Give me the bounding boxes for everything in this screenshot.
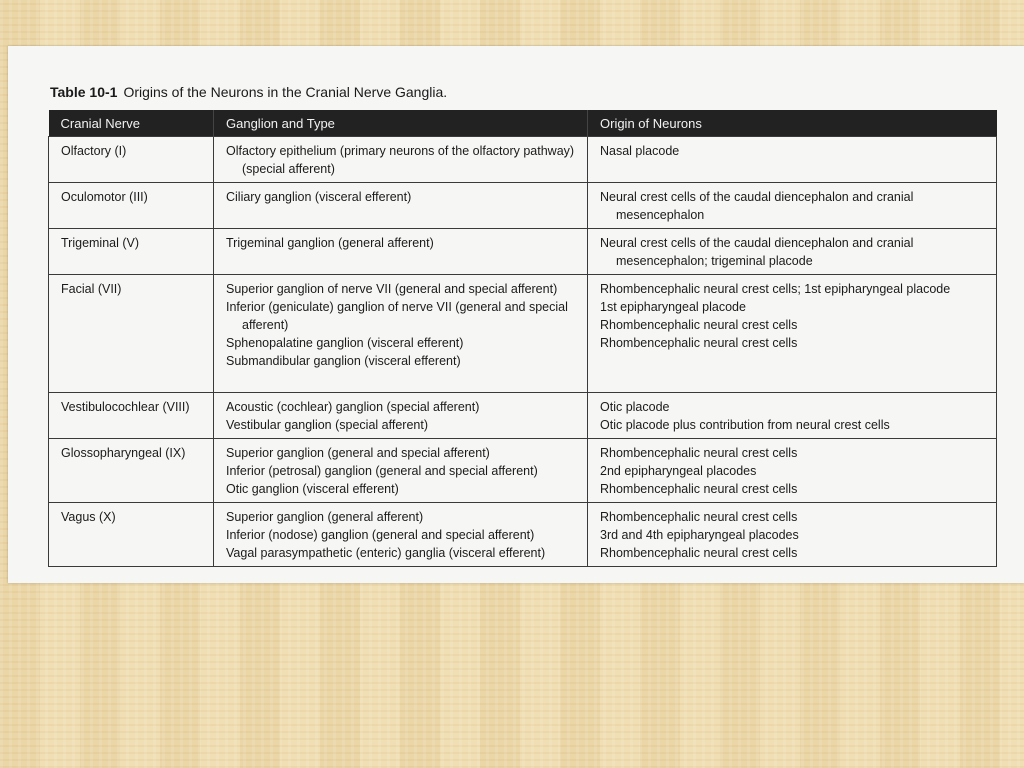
origin-entry: Rhombencephalic neural crest cells (600, 510, 798, 524)
cranial-nerve-table (48, 110, 997, 567)
origin-entry: Rhombencephalic neural crest cells (600, 546, 798, 560)
ganglion-entry: Submandibular ganglion (visceral efferent) (226, 354, 461, 368)
ganglion-cell (214, 503, 588, 567)
table-row (49, 393, 997, 439)
ganglion-entry: Trigeminal ganglion (general afferent) (226, 236, 434, 250)
ganglion-cell (214, 439, 588, 503)
header-row (49, 110, 997, 137)
ganglion-entry: Superior ganglion (general and special afferent) (226, 446, 490, 460)
header-cranial-nerve: Cranial Nerve (49, 110, 214, 137)
ganglion-entry: Sphenopalatine ganglion (visceral efferent) (226, 336, 464, 350)
cranial-nerve-cell: Glossopharyngeal (IX) (49, 439, 214, 503)
header-ganglion-type: Ganglion and Type (214, 110, 588, 137)
origin-entry: Rhombencephalic neural crest cells (600, 318, 798, 332)
ganglion-entry: Ciliary ganglion (visceral efferent) (226, 190, 412, 204)
ganglion-entry: Otic ganglion (visceral efferent) (226, 482, 399, 496)
table-row (49, 183, 997, 229)
cranial-nerve-cell: Trigeminal (V) (49, 229, 214, 275)
header-origin: Origin of Neurons (588, 110, 997, 137)
ganglion-cell (214, 229, 588, 275)
origin-entry: Rhombencephalic neural crest cells (600, 446, 798, 460)
origin-entry: 1st epipharyngeal placode (600, 300, 746, 314)
table-row (49, 275, 997, 393)
table-row (49, 503, 997, 567)
origin-cell (588, 183, 997, 229)
table-number: Table 10-1 (50, 84, 118, 100)
table-caption (50, 84, 447, 100)
scanned-page (8, 46, 1024, 583)
origin-cell (588, 439, 997, 503)
ganglion-entry: Inferior (geniculate) ganglion of nerve VII (general and special afferent) (226, 300, 568, 332)
cranial-nerve-cell: Olfactory (I) (49, 137, 214, 183)
origin-entry: Otic placode plus contribution from neural crest cells (600, 418, 890, 432)
origin-entry: Neural crest cells of the caudal diencephalon and cranial mesencephalon; trigeminal placode (600, 236, 914, 268)
origin-entry: Rhombencephalic neural crest cells; 1st epipharyngeal placode (600, 282, 951, 296)
ganglion-entry: Vestibular ganglion (special afferent) (226, 418, 428, 432)
table-body (49, 137, 997, 567)
table-title: Origins of the Neurons in the Cranial Nerve Ganglia. (123, 84, 448, 100)
cranial-nerve-cell: Vestibulocochlear (VIII) (49, 393, 214, 439)
ganglion-cell (214, 137, 588, 183)
origin-cell (588, 137, 997, 183)
cranial-nerve-cell: Oculomotor (III) (49, 183, 214, 229)
origin-entry: Rhombencephalic neural crest cells (600, 336, 798, 350)
cranial-nerve-cell: Vagus (X) (49, 503, 214, 567)
table-row (49, 229, 997, 275)
origin-entry: Otic placode (600, 400, 670, 414)
table-row (49, 137, 997, 183)
origin-entry: Nasal placode (600, 144, 680, 158)
ganglion-cell (214, 183, 588, 229)
ganglion-entry: Acoustic (cochlear) ganglion (special afferent) (226, 400, 480, 414)
origin-cell (588, 503, 997, 567)
origin-entry: 3rd and 4th epipharyngeal placodes (600, 528, 799, 542)
ganglion-entry: Inferior (petrosal) ganglion (general and special afferent) (226, 464, 538, 478)
origin-entry: Rhombencephalic neural crest cells (600, 482, 798, 496)
ganglion-entry: Olfactory epithelium (primary neurons of the olfactory pathway) (special afferent) (226, 144, 575, 176)
origin-cell (588, 229, 997, 275)
origin-entry: 2nd epipharyngeal placodes (600, 464, 757, 478)
origin-entry: Neural crest cells of the caudal diencephalon and cranial mesencephalon (600, 190, 914, 222)
ganglion-cell (214, 393, 588, 439)
table-row (49, 439, 997, 503)
origin-cell (588, 393, 997, 439)
ganglion-entry: Vagal parasympathetic (enteric) ganglia (visceral efferent) (226, 546, 546, 560)
ganglion-entry: Superior ganglion (general afferent) (226, 510, 424, 524)
ganglion-cell (214, 275, 588, 393)
origin-cell (588, 275, 997, 393)
ganglion-entry: Superior ganglion of nerve VII (general and special afferent) (226, 282, 558, 296)
ganglion-entry: Inferior (nodose) ganglion (general and special afferent) (226, 528, 535, 542)
cranial-nerve-cell: Facial (VII) (49, 275, 214, 393)
